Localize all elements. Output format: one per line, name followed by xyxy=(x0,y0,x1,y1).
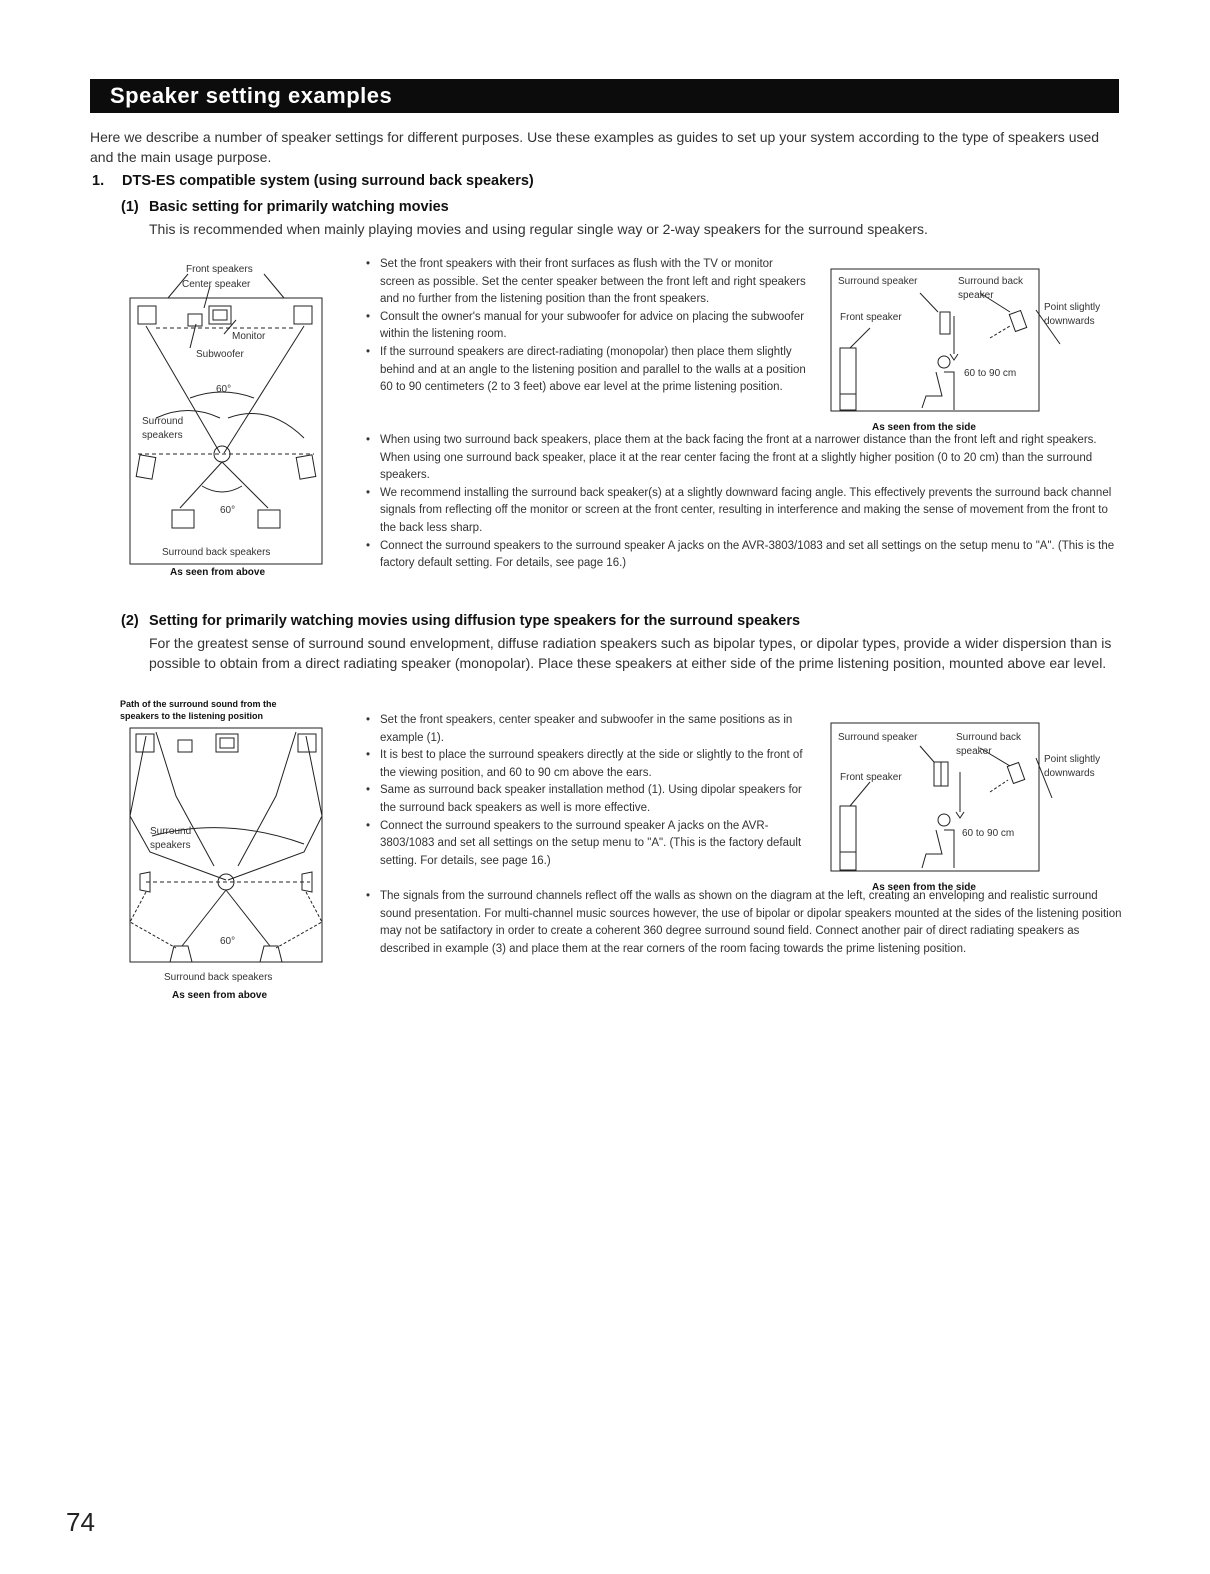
list-item: • Set the front speakers with their front surfaces as flush with the TV or monitor screen as possible. Set the center speaker between the front left and right speakers and no further from the listening position than the front speakers. xyxy=(366,256,806,309)
list-item: • If the surround speakers are direct-radiating (monopolar) then place them slightly behind and at an angle to the listening position and parallel to the walls at a position 60 to 90 centimeters (2 to 3 feet) above ear level at the prime listening position. xyxy=(366,344,806,397)
label-subwoofer: Subwoofer xyxy=(196,349,244,360)
bullet-list-1b xyxy=(366,432,1122,573)
subsection-1-title: Basic setting for primarily watching movies xyxy=(149,199,449,215)
surround-back-right-speaker xyxy=(258,510,280,528)
center-speaker-2 xyxy=(216,734,238,752)
surround-speaker-box xyxy=(940,312,950,334)
listener-head-side-2 xyxy=(938,814,950,826)
subsection-2-description: For the greatest sense of surround sound envelopment, diffuse radiation speakers such as bipolar types, or dipolar types, provide a wider dispersion than is possible to obtain from a direct radiating speaker (monopolar). Place these speakers at either side of the prime listening position, mounted above ear level. xyxy=(149,635,1112,671)
front-speaker-box xyxy=(840,348,856,410)
list-item: • The signals from the surround channels reflect off the walls as shown on the diagram at the left, creating an enveloping and realistic surround sound presentation. For multi-channel music sources however, the use of bipolar or dipolar speakers mounted at the sides of the listening position may not be satifactory in order to create a coherent 360 degree surround sound field. Connect another pair of direct radiating speakers as described in example (3) and place them at the rear corners of the room facing towards the prime listening position. xyxy=(366,888,1122,958)
label-surround-1: Surround xyxy=(142,416,184,427)
front-speaker-box-2 xyxy=(840,806,856,870)
label-point-2: downwards xyxy=(1044,316,1095,327)
caption-side-2: As seen from the side xyxy=(872,882,976,893)
label-path-1: Path of the surround sound from the xyxy=(120,699,277,709)
label-front-speakers: Front speakers xyxy=(186,264,253,275)
bullet-list-2b xyxy=(366,888,1122,958)
caption-side-1: As seen from the side xyxy=(872,422,976,433)
side-view-diagram-1 xyxy=(830,268,1120,438)
page-number: 74 xyxy=(66,1507,95,1537)
label-center-speaker: Center speaker xyxy=(182,279,251,290)
label-front-speaker-2: Front speaker xyxy=(840,772,902,783)
label-angle-bottom: 60° xyxy=(220,505,236,516)
side-room-outline-2 xyxy=(831,723,1039,871)
label-surround-1-2: Surround xyxy=(150,826,192,837)
label-point-1: Point slightly xyxy=(1044,302,1101,313)
front-left-speaker xyxy=(138,306,156,324)
page-title: Speaker setting examples xyxy=(110,83,393,108)
list-item: • Connect the surround speakers to the surround speaker A jacks on the AVR-3803/1083 and set all settings on the setup menu to "A". (This is the factory default setting. For details, see page 16.) xyxy=(366,538,1122,573)
label-point-1-2: Point slightly xyxy=(1044,754,1101,765)
label-surround-back: Surround back speakers xyxy=(162,547,271,558)
subsection-1-heading xyxy=(121,199,449,215)
label-surround-back-2-2: speaker xyxy=(956,746,992,757)
surround-back-right-speaker-2 xyxy=(260,946,282,962)
surround-back-left-speaker xyxy=(172,510,194,528)
section-title: DTS-ES compatible system (using surround back speakers) xyxy=(122,173,534,189)
label-front-speaker: Front speaker xyxy=(840,312,902,323)
caption-above-1: As seen from above xyxy=(170,567,266,578)
monitor-box-2 xyxy=(220,738,234,748)
list-item: • Connect the surround speakers to the surround speaker A jacks on the AVR-3803/1083 and set all settings on the setup menu to "A". (This is the factory default setting. For details, see page 16.) xyxy=(366,818,806,871)
label-distance: 60 to 90 cm xyxy=(964,368,1017,379)
surround-back-left-speaker-2 xyxy=(170,946,192,962)
subsection-2-title: Setting for primarily watching movies using diffusion type speakers for the surround speakers xyxy=(149,613,801,629)
label-surround-speaker: Surround speaker xyxy=(838,276,918,287)
section-heading xyxy=(92,173,534,189)
label-point-2-2: downwards xyxy=(1044,768,1095,779)
subwoofer-box-2 xyxy=(178,740,192,752)
bullet-list-2a xyxy=(366,712,806,870)
label-surround-speaker-2: Surround speaker xyxy=(838,732,918,743)
label-surround-back-1-2: Surround back xyxy=(956,732,1022,743)
list-item: • When using two surround back speakers, place them at the back facing the front at a narrower distance than the front left and right speakers. When using one surround back speaker, place it at the rear center facing the front at a slightly higher position (0 to 20 cm) than the surround speakers. xyxy=(366,432,1122,485)
label-surround-2-2: speakers xyxy=(150,840,191,851)
subwoofer-box xyxy=(188,314,202,326)
label-path-2: speakers to the listening position xyxy=(120,711,264,721)
front-right-speaker xyxy=(294,306,312,324)
label-monitor: Monitor xyxy=(232,331,266,342)
label-surround-back-2: speaker xyxy=(958,290,994,301)
label-distance-2: 60 to 90 cm xyxy=(962,828,1015,839)
list-item: • We recommend installing the surround back speaker(s) at a slightly downward facing angle. This effectively prevents the surround back channel signals from reflecting off the monitor or screen at the front center, resulting in interference and making the sense of movement from the front to the back less sharp. xyxy=(366,485,1122,538)
center-speaker xyxy=(209,306,231,324)
label-surround-back-1: Surround back xyxy=(958,276,1024,287)
label-angle-top: 60° xyxy=(216,384,232,395)
list-item: • It is best to place the surround speakers directly at the side or slightly to the front of the viewing position, and 60 to 90 cm above the ears. xyxy=(366,747,806,782)
subsection-2-heading xyxy=(121,613,800,629)
subsection-1-description: This is recommended when mainly playing movies and using regular single way or 2-way speakers for the surround speakers. xyxy=(149,221,928,237)
section-number: 1. xyxy=(92,173,105,189)
monitor-box xyxy=(213,310,227,320)
top-view-diagram-2 xyxy=(116,696,340,1004)
subsection-2-number: (2) xyxy=(121,613,139,629)
label-surround-back-2: Surround back speakers xyxy=(164,972,273,983)
intro-paragraph: Here we describe a number of speaker settings for different purposes. Use these examples as guides to set up your system according to the type of speakers used and the main usage purpose. xyxy=(90,129,1100,165)
list-item: • Set the front speakers, center speaker and subwoofer in the same positions as in example (1). xyxy=(366,712,806,747)
label-surround-2: speakers xyxy=(142,430,183,441)
caption-above-2: As seen from above xyxy=(172,990,268,1001)
top-view-diagram-1 xyxy=(128,258,328,580)
side-view-diagram-2 xyxy=(830,722,1120,894)
listener-head-side xyxy=(938,356,950,368)
surround-back-speaker-box xyxy=(1009,310,1026,331)
subsection-1-number: (1) xyxy=(121,199,139,215)
surround-right-speaker xyxy=(296,455,316,479)
list-item: • Consult the owner's manual for your subwoofer for advice on placing the subwoofer within the listening room. xyxy=(366,309,806,344)
side-room-outline xyxy=(831,269,1039,411)
label-angle-2: 60° xyxy=(220,936,236,947)
list-item: • Same as surround back speaker installation method (1). Using dipolar speakers for the surround back speakers as well is more effective. xyxy=(366,782,806,817)
section-banner xyxy=(90,79,1119,113)
surround-left-speaker xyxy=(136,455,156,479)
bullet-list-1a xyxy=(366,256,806,397)
